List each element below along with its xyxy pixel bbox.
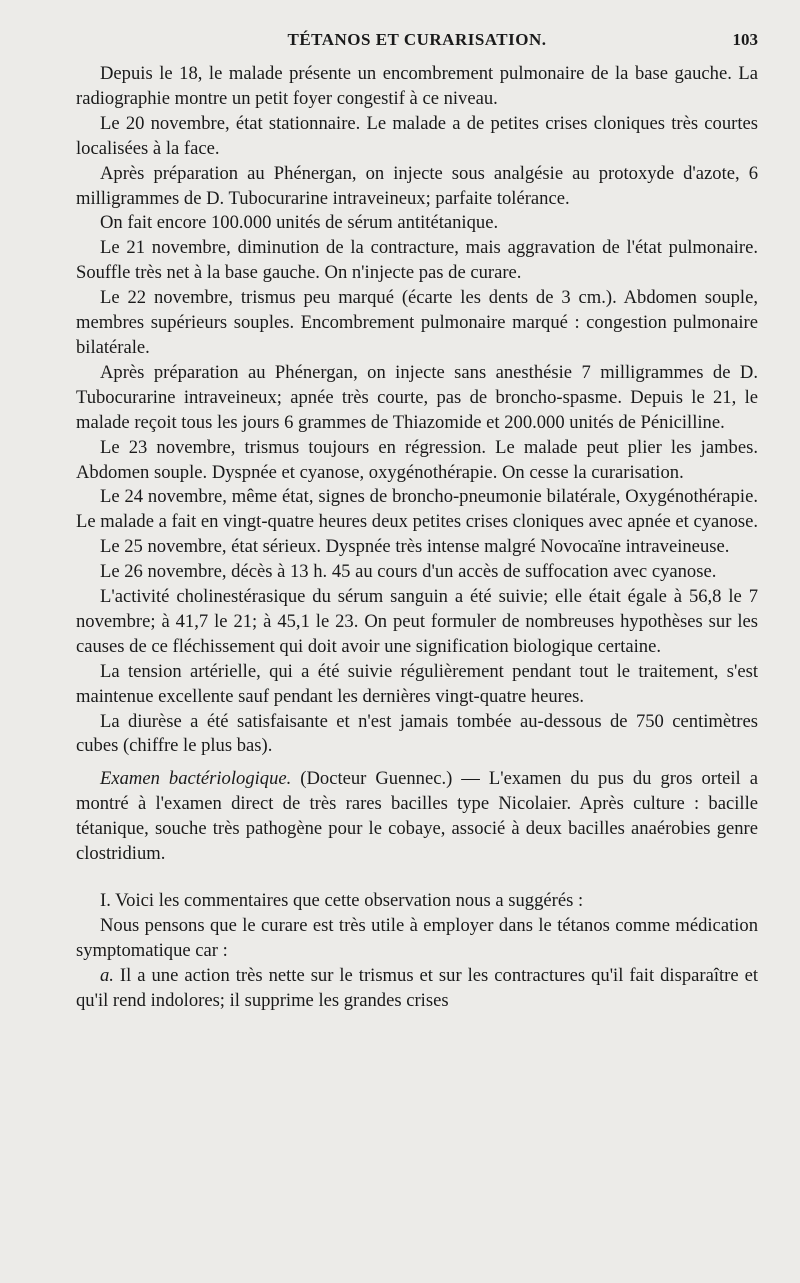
item-a-label: a. (100, 964, 114, 986)
paragraph: Depuis le 18, le malade présente un encombrement pulmonaire de la base gauche. La radiographie montre un petit foyer congestif à ce niveau. (76, 63, 758, 109)
paragraph: Le 21 novembre, diminution de la contracture, mais aggravation de l'état pulmonaire. Souffle très net à la base gauche. On n'injecte pas de curare. (76, 237, 758, 284)
paragraph: L'activité cholinestérasique du sérum sanguin a été suivie; elle était égale à 56,8 le 7 novembre; à 41,7 le 21; à 45,1 le 23. On peut formuler de nombreuses hypothèses sur les causes de ce fléchissement qui doit avoir une signification biologique certaine. (76, 586, 758, 657)
paragraph: Le 26 novembre, décès à 13 h. 45 au cours d'un accès de suffocation avec cyanose. (100, 561, 717, 583)
paragraph: On fait encore 100.000 unités de sérum antitétanique. (100, 212, 499, 234)
bacteriology-paragraph (76, 767, 758, 867)
commentary-item-a (76, 964, 758, 1014)
running-title: TÉTANOS ET CURARISATION. (287, 30, 547, 49)
commentary-heading: I. Voici les commentaires que cette observation nous a suggérés : (100, 890, 584, 911)
paragraph: Après préparation au Phénergan, on injecte sous analgésie au protoxyde d'azote, 6 milligrammes de D. Tubocurarine intraveineux; parfaite tolérance. (76, 162, 758, 209)
paragraph: Le 22 novembre, trismus peu marqué (écarte les dents de 3 cm.). Abdomen souple, membres supérieurs souples. Encombrement pulmonaire marqué : congestion pulmonaire bilatérale. (76, 287, 758, 358)
paragraph: La tension artérielle, qui a été suivie régulièrement pendant tout le traitement, s'est maintenue excellente sauf pendant les dernières vingt-quatre heures. (76, 660, 758, 707)
commentary-intro: Nous pensons que le curare est très utile à employer dans le tétanos comme médication symptomatique car : (76, 914, 758, 961)
paragraph: Après préparation au Phénergan, on injecte sans anesthésie 7 milligrammes de D. Tubocurarine intraveineux; apnée très courte, pas de broncho-spasme. Depuis le 21, le malade reçoit tous les jours 6 grammes de Thiazomide et 200.000 unités de Pénicilline. (76, 361, 758, 433)
body-text (76, 62, 758, 1014)
running-header (76, 30, 758, 56)
page-number: 103 (732, 30, 758, 49)
bacteriology-label: Examen bactériologique. (100, 768, 292, 790)
paragraph: Le 25 novembre, état sérieux. Dyspnée très intense malgré Novocaïne intraveineuse. (100, 536, 730, 558)
paragraph: Le 23 novembre, trismus toujours en régression. Le malade peut plier les jambes. Abdomen souple. Dyspnée et cyanose, oxygénothérapie. On cesse la curarisation. (76, 436, 758, 483)
item-a-text: Il a une action très nette sur le trismus et sur les contractures qu'il fait disparaître et qu'il rend indolores; il supprime les grandes crises (76, 964, 758, 1011)
bacteriology-text: (Docteur Guennec.) — L'examen du pus du gros orteil a montré à l'examen direct de très rares bacilles type Nicolaier. Après culture : bacille tétanique, souche très pathogène pour le cobaye, associé à deux bacilles anaérobies genre clostridium. (76, 768, 758, 865)
paragraph: La diurèse a été satisfaisante et n'est jamais tombée au-dessous de 750 centimètres cubes (chiffre le plus bas). (76, 710, 758, 757)
paragraph: Le 20 novembre, état stationnaire. Le malade a de petites crises cloniques très courtes localisées à la face. (76, 112, 758, 159)
paragraph: Le 24 novembre, même état, signes de broncho-pneumonie bilatérale, Oxygénothérapie. Le malade a fait en vingt-quatre heures deux petites crises cloniques avec apnée et cyanose. (76, 486, 758, 533)
